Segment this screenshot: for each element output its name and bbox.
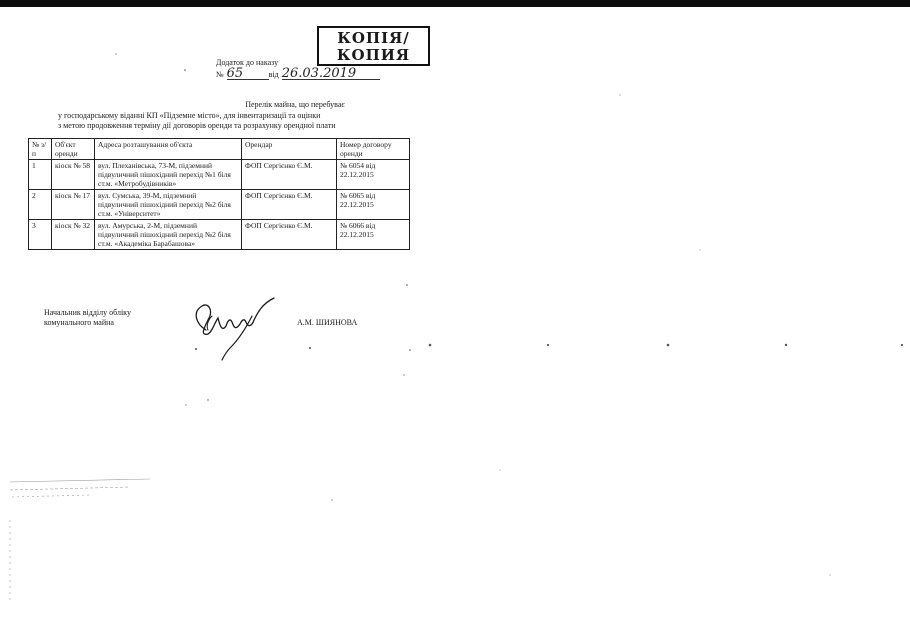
signer-position-line-1: Начальник відділу обліку [44,308,131,317]
stamp-line-1: КОПІЯ/ [337,29,410,47]
table-header-row [29,139,410,160]
order-date: 26.03.2019 [282,68,380,80]
cell-contract: № 6066 від 22.12.2015 [337,220,410,250]
header-contract: Номер договору оренди [337,139,410,160]
subtitle-line-1: у господарському віданні КП «Підземне місто», для інвентаризації та оцінки [58,111,321,120]
stamp-line-2: КОПИЯ [336,46,411,64]
header-object: Об'єкт оренди [52,139,95,160]
document-title: Перелік майна, що перебуває [245,100,345,109]
table-row [29,220,410,250]
cell-tenant: ФОП Сергієнко Є.М. [242,190,337,220]
cell-object: кіоск № 32 [52,220,95,250]
cell-number: 1 [29,160,52,190]
cell-contract: № 6065 від 22.12.2015 [337,190,410,220]
cell-address: вул. Плеханівська, 73-М, підземний підвуличний пішохідний перехід №1 біля ст.м. «Метробудівників» [95,160,242,190]
appendix-block [216,57,380,80]
table-row [29,190,410,220]
cell-number: 2 [29,190,52,220]
header-number: № з/п [29,139,52,160]
cell-address: вул. Сумська, 39-М, підземний підвуличний пішохідний перехід №2 біля ст.м. «Університет» [95,190,242,220]
number-label: № [216,70,224,79]
order-number: 65 [227,68,269,80]
property-table [28,138,410,250]
date-label: від [268,70,279,79]
table-row [29,160,410,190]
signer-position [44,308,131,328]
signer-position-line-2: комунального майна [44,318,114,327]
handwritten-signature [178,290,288,362]
appendix-reference [216,68,380,80]
signer-name: А.М. ШИЯНОВА [297,318,358,327]
cell-object: кіоск № 58 [52,160,95,190]
cell-tenant: ФОП Сергієнко Є.М. [242,160,337,190]
appendix-title: Додаток до наказу [216,58,279,67]
cell-contract: № 6054 від 22.12.2015 [337,160,410,190]
cell-number: 3 [29,220,52,250]
cell-object: кіоск № 17 [52,190,95,220]
cell-address: вул. Амурська, 2-М, підземний підвуличний пішохідний перехід №2 біля ст.м. «Академіка Барабашова» [95,220,242,250]
cell-tenant: ФОП Сергієнко Є.М. [242,220,337,250]
header-tenant: Орендар [242,139,337,160]
subtitle-line-2: з метою продовження терміну дії договорів оренди та розрахунку орендної плати [58,121,336,130]
header-address: Адреса розташування об'єкта [95,139,242,160]
document-subtitle [58,111,336,131]
